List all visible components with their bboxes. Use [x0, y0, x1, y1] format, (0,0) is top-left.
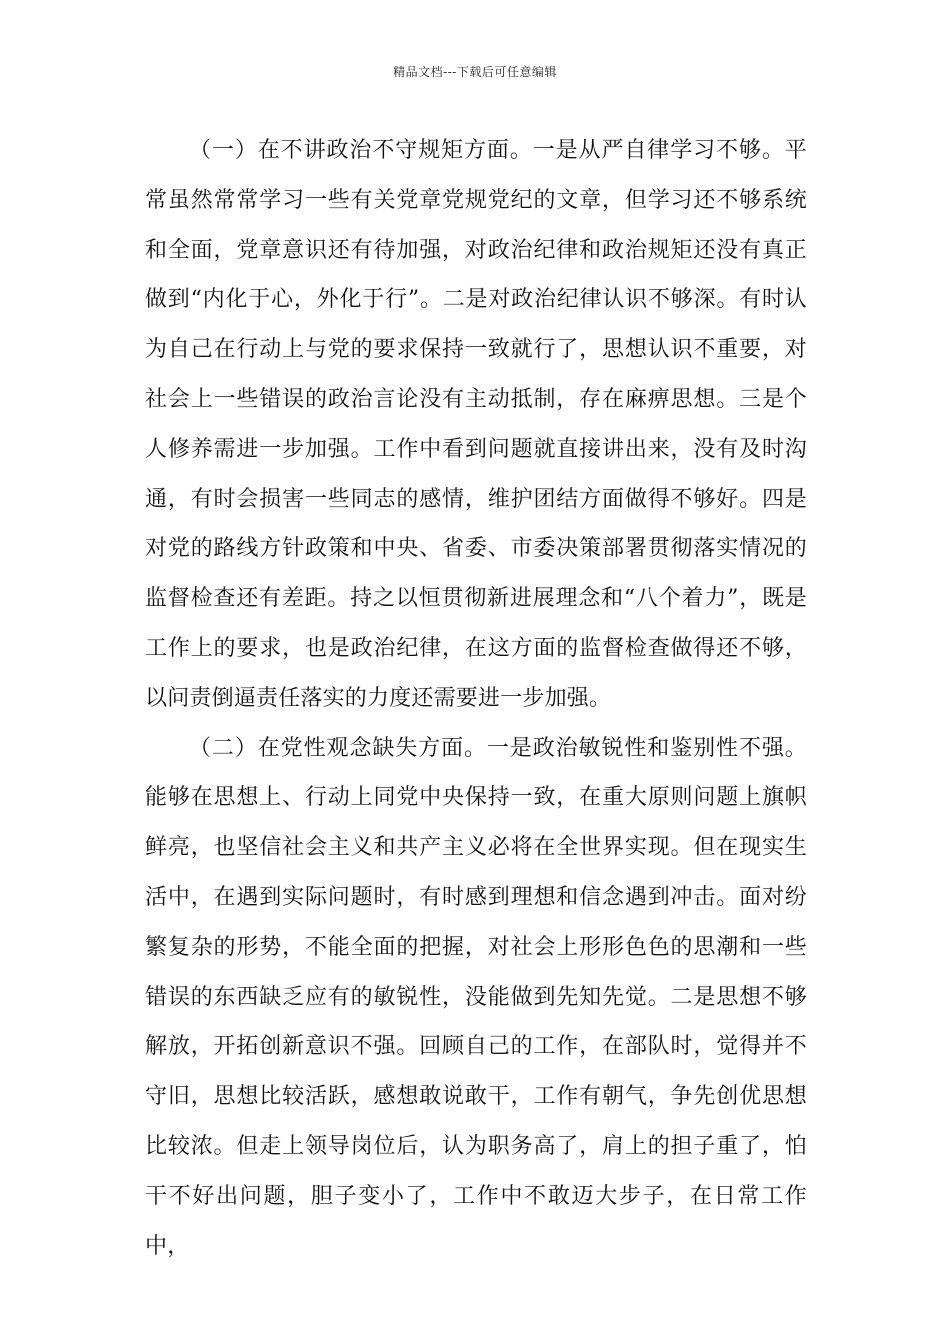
document-body [145, 126, 807, 1271]
paragraph-1: （一）在不讲政治不守规矩方面。一是从严自律学习不够。平常虽然常常学习一些有关党章党规党纪的文章，但学习还不够系统和全面，党章意识还有待加强，对政治纪律和政治规矩还没有真正做到“内化于心，外化于行”。二是对政治纪律认识不够深。有时认为自己在行动上与党的要求保持一致就行了，思想认识不重要，对社会上一些错误的政治言论没有主动抵制，存在麻痹思想。三是个人修养需进一步加强。工作中看到问题就直接讲出来，没有及时沟通，有时会损害一些同志的感情，维护团结方面做得不够好。四是对党的路线方针政策和中央、省委、市委决策部署贯彻落实情况的监督检查还有差距。持之以恒贯彻新进展理念和“八个着力”，既是工作上的要求，也是政治纪律，在这方面的监督检查做得还不够，以问责倒逼责任落实的力度还需要进一步加强。 [145, 138, 807, 711]
paragraph-2: （二）在党性观念缺失方面。一是政治敏锐性和鉴别性不强。能够在思想上、行动上同党中央保持一致，在重大原则问题上旗帜鲜亮，也坚信社会主义和共产主义必将在全世界实现。但在现实生活中，在遇到实际问题时，有时感到理想和信念遇到冲击。面对纷繁复杂的形势，不能全面的把握，对社会上形形色色的思潮和一些错误的东西缺乏应有的敏锐性，没能做到先知先觉。二是思想不够解放，开拓创新意识不强。回顾自己的工作，在部队时，觉得并不守旧，思想比较活跃，感想敢说敢干，工作有朝气，争先创优思想比较浓。但走上领导岗位后，认为职务高了，肩上的担子重了，怕干不好出问题，胆子变小了，工作中不敢迈大步子，在日常工作中， [145, 735, 807, 1259]
page-header: 精品文档---下载后可任意编辑 [393, 65, 557, 79]
